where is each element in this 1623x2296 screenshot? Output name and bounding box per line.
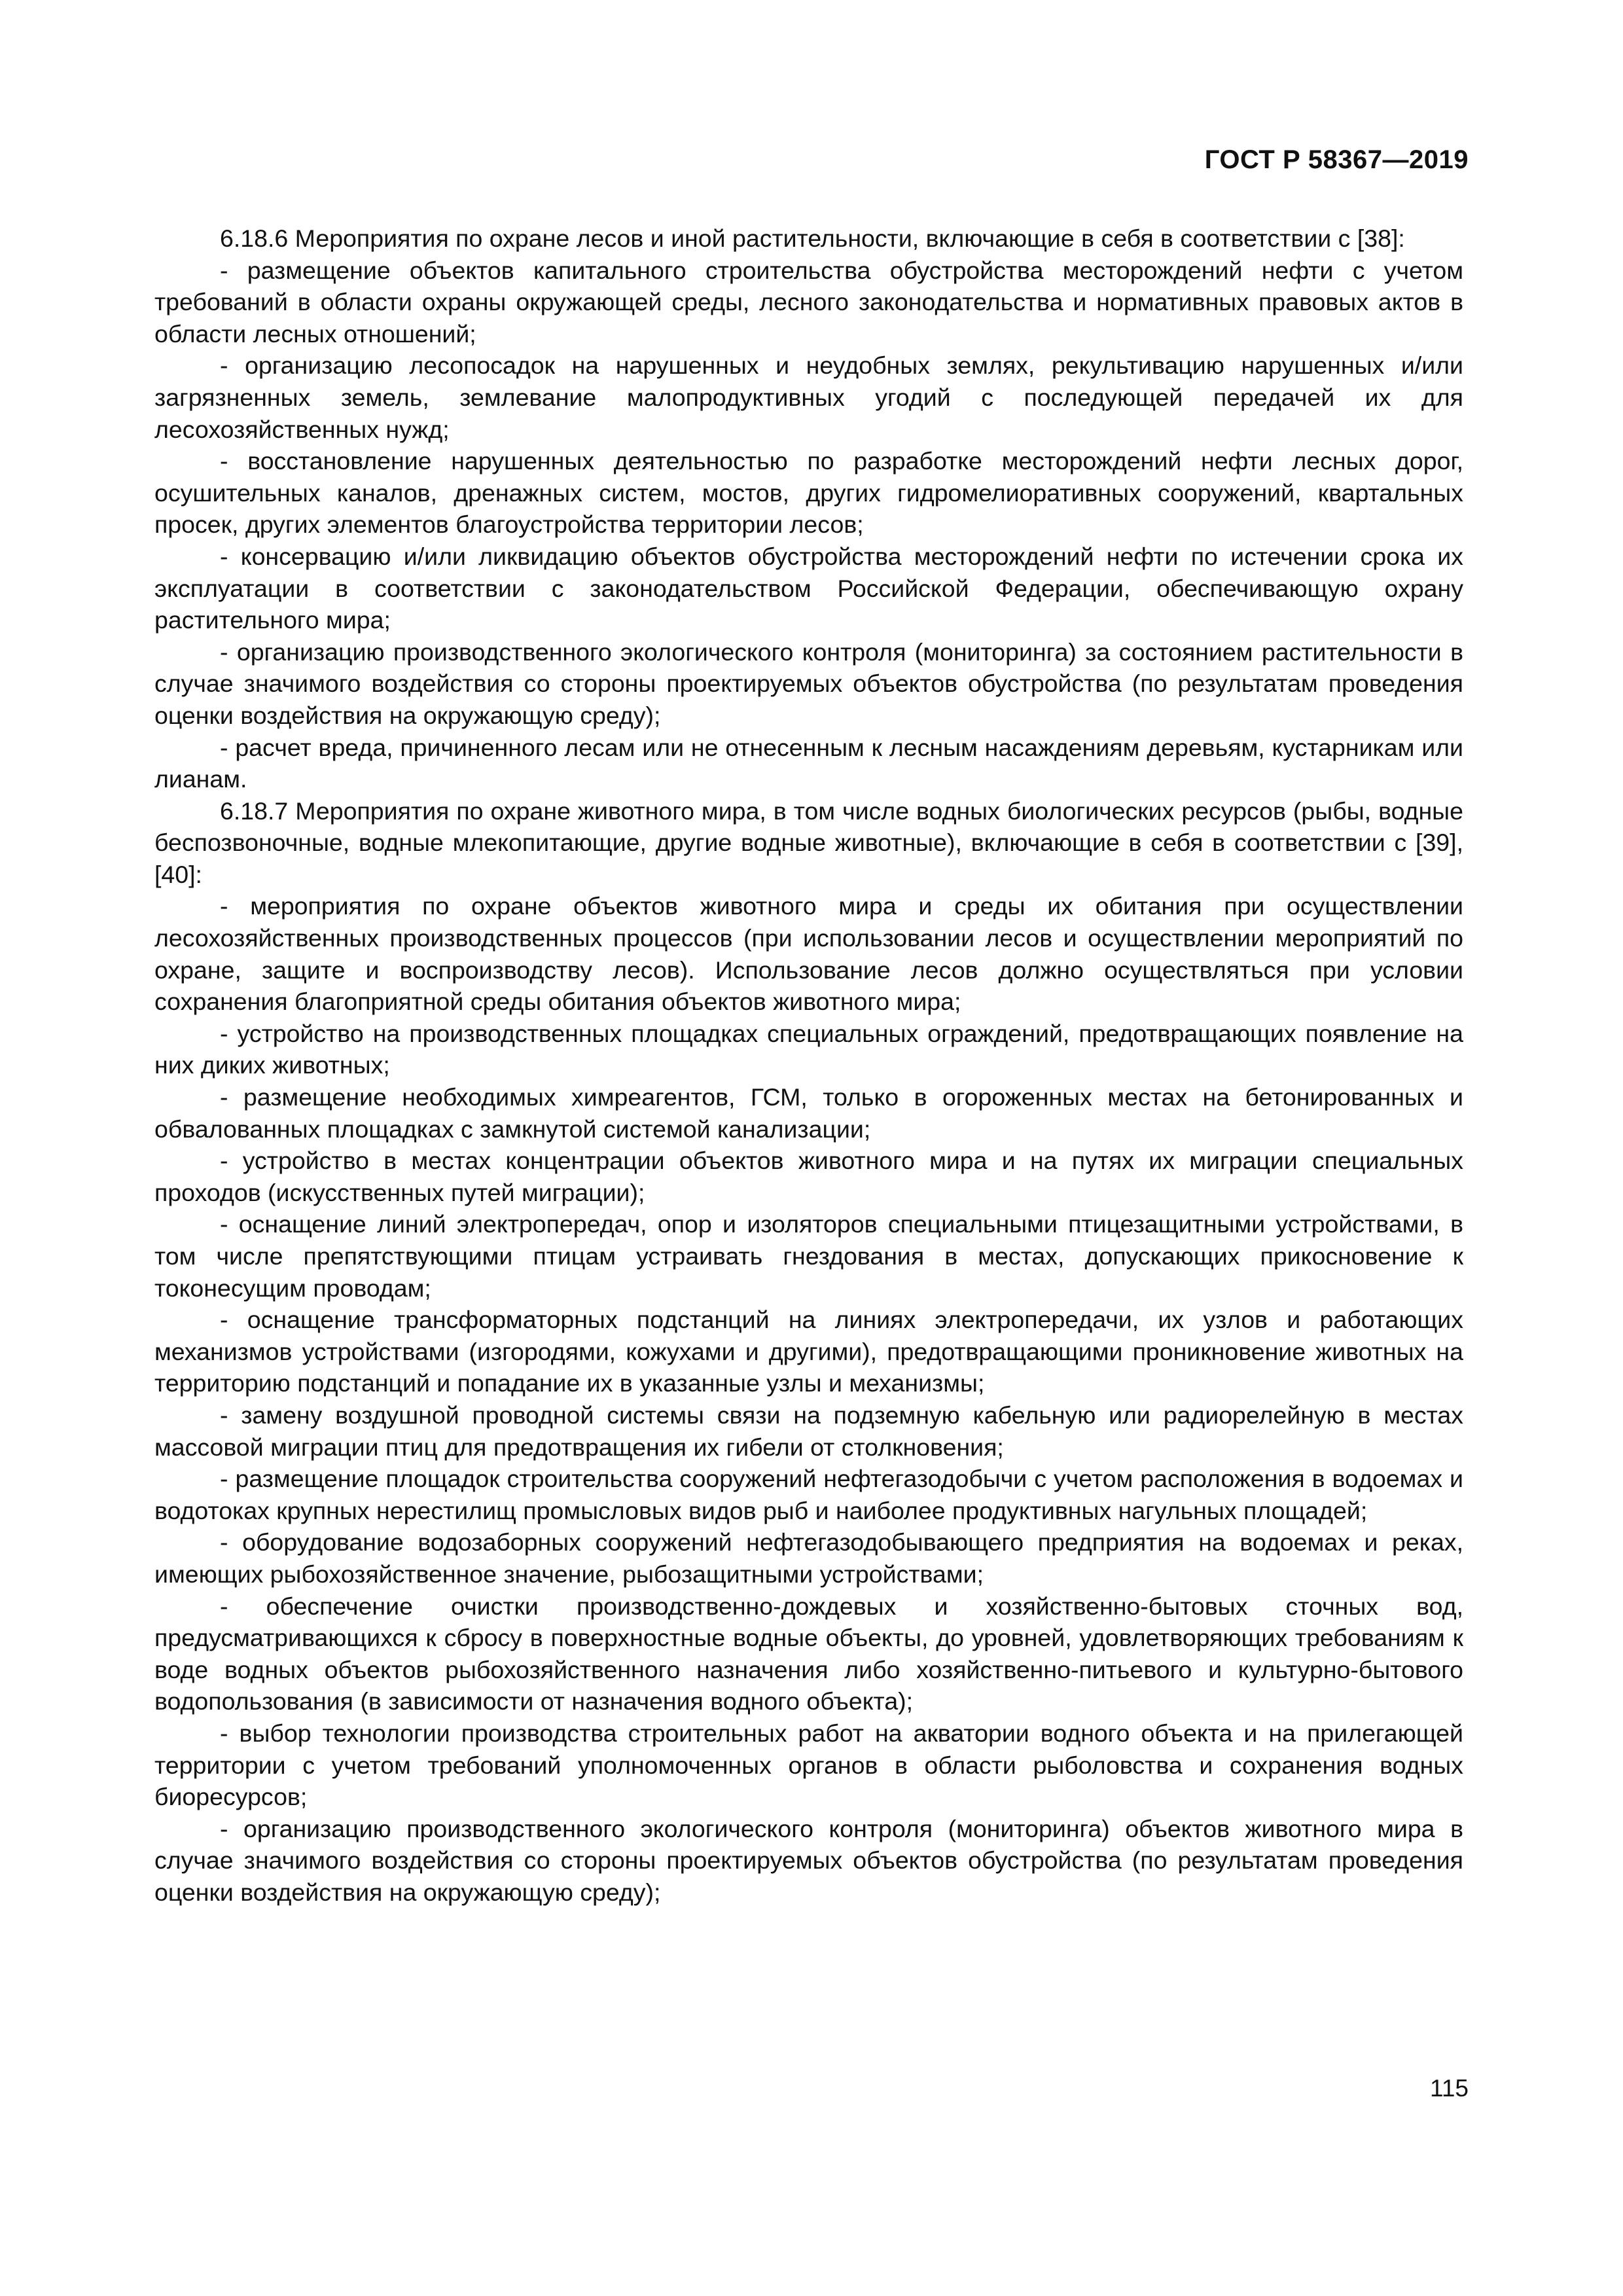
list-item: - обеспечение очистки производственно-дождевых и хозяйственно-бытовых сточных вод, предусматривающихся к сбросу в поверхностные водные объекты, до уровней, удовлетворяющих требованиям к воде водных объектов рыбохозяйственного назначения либо хозяйственно-питьевого и культурно-бытового водопользования (в зависимости от назначения водного объекта); [154,1592,1463,1715]
list-item: - размещение площадок строительства сооружений нефтегазодобычи с учетом расположения в водоемах и водотоках крупных нерестилищ промысловых видов рыб и наиболее продуктивных нагульных площадей; [154,1465,1463,1524]
document-body [154,223,1463,1908]
list-item: - размещение объектов капитального строительства обустройства месторождений нефти с учетом требований в области охраны окружающей среды, лесного законодательства и нормативных правовых актов в области лесных отношений; [154,256,1463,348]
list-item: - мероприятия по охране объектов животного мира и среды их обитания при осуществлении лесохозяйственных производственных процессов (при использовании лесов и осуществлении мероприятий по охране, защите и воспроизводству лесов). Использование лесов должно осуществляться при условии сохранения благоприятной среды обитания объектов животного мира; [154,892,1463,1016]
list-item: - организацию лесопосадок на нарушенных и неудобных землях, рекультивацию нарушенных и/или загрязненных земель, землевание малопродуктивных угодий с последующей передачей их для лесохозяйственных нужд; [154,351,1463,443]
list-item: - оборудование водозаборных сооружений нефтегазодобывающего предприятия на водоемах и реках, имеющих рыбохозяйственное значение, рыбозащитными устройствами; [154,1528,1463,1588]
list-item: - консервацию и/или ликвидацию объектов обустройства месторождений нефти по истечении срока их эксплуатации в соответствии с законодательством Российской Федерации, обеспечивающую охрану растительного мира; [154,542,1463,634]
list-item: - устройство в местах концентрации объектов животного мира и на путях их миграции специальных проходов (искусственных путей миграции); [154,1147,1463,1206]
paragraph-6-18-6: 6.18.6 Мероприятия по охране лесов и иной растительности, включающие в себя в соответствии с [38]: [220,224,1405,252]
list-item: - устройство на производственных площадках специальных ограждений, предотвращающих появление на них диких животных; [154,1019,1463,1079]
list-item: - оснащение трансформаторных подстанций на линиях электропередачи, их узлов и работающих механизмов устройствами (изгородями, кожухами и другими), предотвращающими проникновение животных на территорию подстанций и попадание их в указанные узлы и механизмы; [154,1306,1463,1397]
list-item: - замену воздушной проводной системы связи на подземную кабельную или радиорелейную в местах массовой миграции птиц для предотвращения их гибели от столкновения; [154,1401,1463,1461]
document-code: ГОСТ Р 58367—2019 [1204,145,1469,174]
list-item: - размещение необходимых химреагентов, ГСМ, только в огороженных местах на бетонированных и обвалованных площадках с замкнутой системой канализации; [154,1083,1463,1143]
list-item: - восстановление нарушенных деятельностью по разработке месторождений нефти лесных дорог, осушительных каналов, дренажных систем, мостов, других гидромелиоративных сооружений, квартальных просек, других элементов благоустройства территории лесов; [154,447,1463,539]
list-item: - выбор технологии производства строительных работ на акватории водного объекта и на прилегающей территории с учетом требований уполномоченных органов в области рыболовства и сохранения водных биоресурсов; [154,1719,1463,1811]
list-item: - расчет вреда, причиненного лесам или не отнесенным к лесным насаждениям деревьям, кустарникам или лианам. [154,733,1463,793]
page-number: 115 [1430,2075,1469,2102]
list-item: - оснащение линий электропередач, опор и изоляторов специальными птицезащитными устройствами, в том числе препятствующими птицам устраивать гнездования в местах, допускающих прикосновение к токонесущим проводам; [154,1210,1463,1302]
list-item: - организацию производственного экологического контроля (мониторинга) за состоянием растительности в случае значимого воздействия со стороны проектируемых объектов обустройства (по результатам проведения оценки воздействия на окружающую среду); [154,637,1463,729]
paragraph-6-18-7: 6.18.7 Мероприятия по охране животного мира, в том числе водных биологических ресурсов (рыбы, водные беспозвоночные, водные млекопитающие, другие водные животные), включающие в себя в соответствии с [39], [40]: [154,797,1463,888]
list-item: - организацию производственного экологического контроля (мониторинга) объектов животного мира в случае значимого воздействия со стороны проектируемых объектов обустройства (по результатам проведения оценки воздействия на окружающую среду); [154,1814,1463,1906]
